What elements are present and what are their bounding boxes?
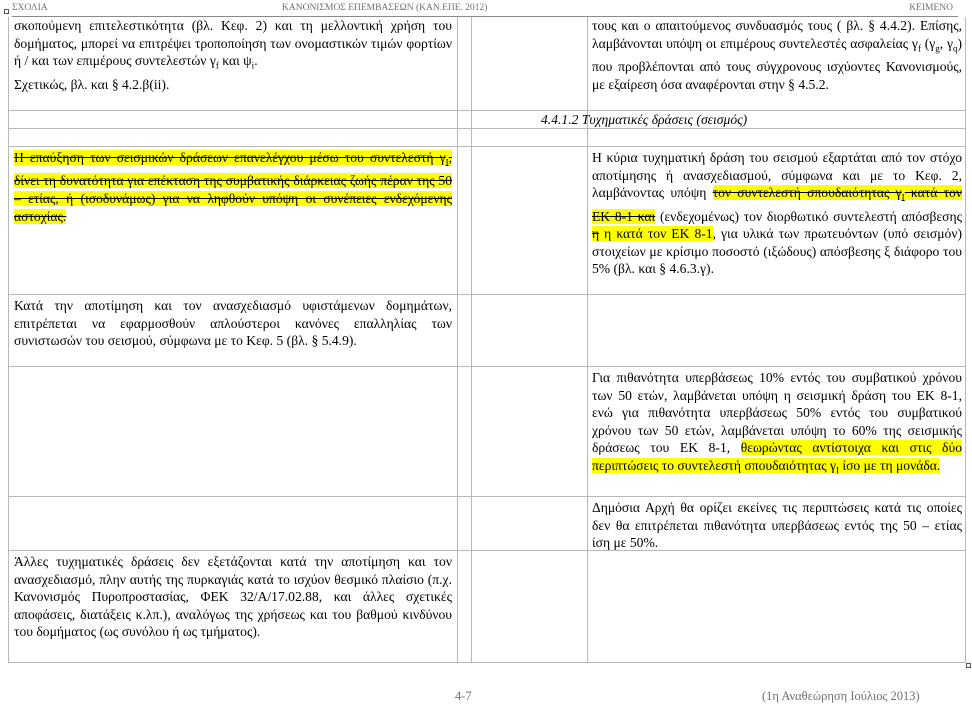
comment-cell-r3: Κατά την αποτίμηση και τον ανασχεδιασμό υφιστάμενων δομημάτων, επιτρέπεται να εφαρμοσθούν απλούστεροι κανόνες επαλληλίας των συνιστωσών του σεισμού, σύμφωνα με το Κεφ. 5 (βλ. § 5.4.9). [14, 298, 452, 349]
header-center: ΚΑΝΟΝΙΣΜΟΣ ΕΠΕΜΒΑΣΕΩΝ (ΚΑΝ.ΕΠΕ. 2012) [282, 3, 488, 13]
header-right: ΚΕΙΜΕΝΟ [909, 3, 953, 13]
running-header [12, 2, 958, 17]
text-cell-r1: τους και ο απαιτούμενος συνδυασμός τους ( βλ. § 4.4.2). Επίσης, λαμβάνονται υπόψη οι επιμέρους συντελεστές ασφαλείας $\gamma_f$ ($\gamma_g$, $\gamma_q$) που προβλέπονται από τους σύγχρονους ισχύοντες Κανονισμούς, με εξαίρεση όσα αναφέρονται στην § 4.5.2. [592, 18, 962, 92]
text-cell-r5: Δημόσια Αρχή θα ορίζει εκείνες τις περιπτώσεις κατά τις οποίες δεν θα επιτρέπεται πιθανότητα υπερβάσεως εντός της 50 – ετίας ίση με 50%. [592, 500, 962, 551]
page-number: 4-7 [455, 689, 472, 703]
header-left: ΣΧΟΛΙΑ [12, 3, 48, 13]
revision-note: (1η Αναθεώρηση Ιούλιος 2013) [762, 689, 920, 703]
table-handle[interactable] [4, 9, 9, 14]
comment-cell-r2: Η επαύξηση των σεισμικών δράσεων επανελέγχου μέσω του συντελεστή $\gamma_I$, δίνει τη δυνατότητα για επέκταση της συμβατικής διάρκειας ζωής πέραν της 50 – ετίας, ή (ισοδυνάμως) για να ληφθούν υπόψη οι συνέπειες ενδεχόμενης αστοχίας. [14, 150, 452, 224]
text-cell-r2: Η κύρια τυχηματική δράση του σεισμού εξαρτάται από τον στόχο αποτίμησης ή ανασχεδιασμού, σύμφωνα και με το Κεφ. 2, λαμβάνοντας υπόψη τον συντελεστή σπουδαιότητας $\gamma_I$ κατά τον ΕΚ 8-1 και (ενδεχομένως) τον διορθωτικό συντελεστή απόσβεσης η η κατά τον ΕΚ 8-1, για υλικά των πρωτευόντων (υπό σεισμόν) στοιχείων με κρίσιμο ποσοστό (ιξώδους) απόσβεσης ξ διάφορο του 5% (βλ. και § 4.6.3.γ). [592, 150, 962, 277]
table-resize-handle[interactable] [966, 663, 971, 668]
text-cell-r4: Για πιθανότητα υπερβάσεως 10% εντός του συμβατικού χρόνου των 50 ετών, λαμβάνεται υπόψη η σεισμική δράση του ΕΚ 8-1, ενώ για πιθανότητα υπερβάσεως 50% εντός του συμβατικού χρόνου των 50 ετών, λαμβάνεται υπόψη το 60% της σεισμικής δράσεως του ΕΚ 8-1, θεωρώντας αντίστοιχα και στις δύο περιπτώσεις το συντελεστή σπουδαιότητας $\gamma_I$ ίσο με τη μονάδα. [592, 370, 962, 476]
section-heading: 4.4.1.2 Τυχηματικές δράσεις (σεισμός) [541, 112, 748, 127]
comment-cell-r6: Άλλες τυχηματικές δράσεις δεν εξετάζονται κατά την αποτίμηση και τον ανασχεδιασμό, πλην αυτής της πυρκαγιάς κατά το ισχύον θεσμικό πλαίσιο (π.χ. Κανονισμός Πυροπροστασίας, ΦΕΚ 32/Α/17.02.88, και άλλες σχετικές αποφάσεις, διατάξεις κ.λπ.), αναλόγως της χρήσεως και του βαθμού κινδύνου του δομήματος (ως συνόλου ή ως τμήματος). [14, 554, 452, 640]
comment-cell-r1: σκοπούμενη επιτελεστικότητα (βλ. Κεφ. 2) και τη μελλοντική χρήση του δομήματος, μπορεί να επιτρέψει τροποποίηση των ονομαστικών τιμών φορτίων ή / και των επιμέρους συντελεστών $\gamma_f$ και $\psi_i$. Σχετικώς, βλ. και § 4.2.β(ii). [14, 18, 452, 92]
